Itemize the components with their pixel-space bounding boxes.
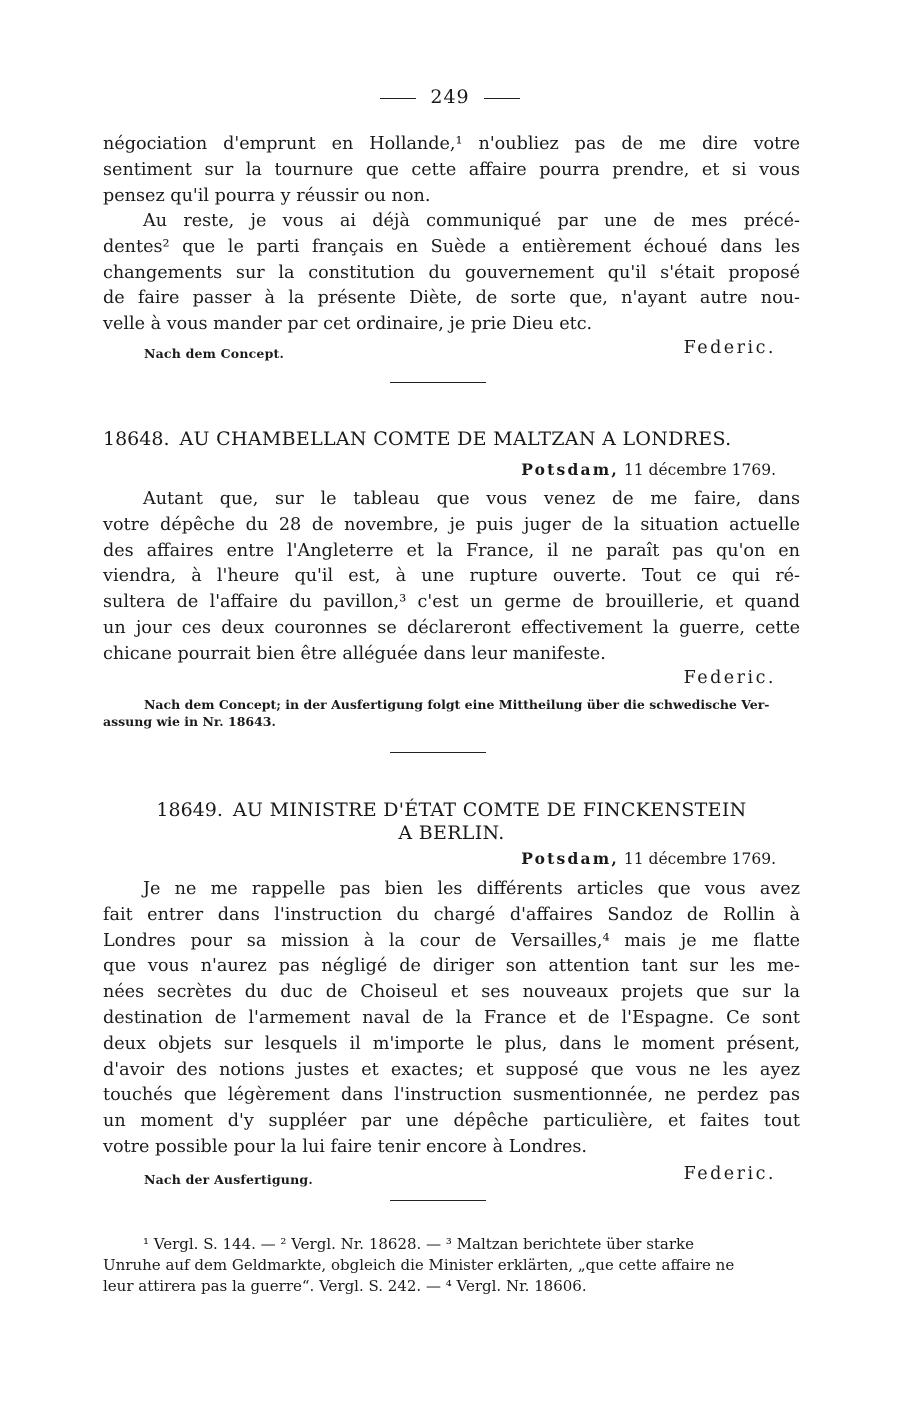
text-line: Au reste, je vous ai déjà communiqué par une de mes précé-	[143, 211, 800, 231]
text-line: votre possible pour la lui faire tenir encore à Londres.	[103, 1136, 588, 1157]
letter-place: Potsdam,	[521, 849, 619, 868]
text-line: deux objets sur lesquels il m'importe le plus, dans le moment présent,	[103, 1033, 800, 1054]
note-line: Nach dem Concept; in der Ausfertigung folgt eine Mittheilung über die schwedische Ver-	[144, 697, 770, 712]
source-note: Nach dem Concept.	[144, 346, 285, 361]
page-number	[0, 86, 900, 108]
footnote-line: Unruhe auf dem Geldmarkte, obgleich die Minister erklärten, „que cette affaire ne	[103, 1256, 735, 1274]
footnote-divider	[390, 1200, 486, 1201]
text-line: sentiment sur la tournure que cette affaire pourra prendre, et si vous	[103, 159, 800, 180]
editorial-note	[103, 696, 801, 730]
letter-dateline	[521, 460, 776, 479]
signature: Federic.	[683, 668, 776, 688]
letter-dateline	[521, 849, 776, 868]
text-line: un moment d'y suppléer par une dépêche particulière, et faites tout	[103, 1111, 800, 1132]
letter-recipient: AU MINISTRE D'ÉTAT COMTE DE FINCKENSTEIN	[232, 799, 747, 821]
text-line: Je ne me rappelle pas bien les différents articles que vous avez	[143, 879, 800, 899]
footnote-line: ¹ Vergl. S. 144. — ² Vergl. Nr. 18628. — ³ Maltzan berichtete über starke	[143, 1235, 695, 1253]
text-line: votre dépêche du 28 de novembre, je puis juger de la situation actuelle	[103, 514, 800, 535]
text-line: des affaires entre l'Angleterre et la France, il ne paraît pas qu'on en	[103, 540, 800, 561]
letter-body	[103, 487, 800, 668]
letter-recipient: AU CHAMBELLAN COMTE DE MALTZAN A LONDRES.	[179, 428, 732, 450]
letter-body	[103, 877, 800, 1161]
text-line: de faire passer à la présente Diète, de sorte que, n'ayant autre nou-	[103, 288, 800, 309]
text-line: un jour ces deux couronnes se déclareront effectivement la guerre, cette	[103, 617, 800, 638]
text-line: Londres pour sa mission à la cour de Versailles,⁴ mais je me flatte	[103, 930, 800, 951]
letter-date: 11 décembre 1769.	[623, 850, 776, 868]
footnotes	[103, 1234, 800, 1297]
letter-heading-line	[103, 799, 800, 821]
signature: Federic.	[683, 1164, 776, 1184]
source-note: Nach der Ausfertigung.	[144, 1172, 313, 1187]
text-line: sultera de l'affaire du pavillon,³ c'est un germe de brouillerie, et quand	[103, 592, 800, 613]
signature: Federic.	[683, 338, 776, 358]
letter-heading	[103, 428, 800, 450]
text-line: fait entrer dans l'instruction du chargé d'affaires Sandoz de Rollin à	[103, 904, 800, 925]
text-line: nées secrètes du duc de Choiseul et ses nouveaux projets que sur la	[103, 982, 800, 1003]
text-line: viendra, à l'heure qu'il est, à une rupture ouverte. Tout ce qui ré-	[103, 566, 800, 587]
text-line: chicane pourrait bien être alléguée dans leur manifeste.	[103, 643, 606, 664]
text-line: que vous n'aurez pas négligé de diriger son attention tant sur les me-	[103, 956, 800, 977]
letter-date: 11 décembre 1769.	[623, 461, 776, 479]
note-line: assung wie in Nr. 18643.	[103, 714, 276, 729]
text-line: d'avoir des notions justes et exactes; et supposé que vous ne les ayez	[103, 1059, 800, 1080]
letter-number: 18648.	[103, 428, 170, 450]
folio-dash-left	[380, 98, 416, 99]
folio-dash-right	[484, 98, 520, 99]
footnote-line: leur attirera pas la guerre“. Vergl. S. 242. — ⁴ Vergl. Nr. 18606.	[103, 1277, 587, 1295]
section-divider	[390, 382, 486, 383]
text-line: velle à vous mander par cet ordinaire, je prie Dieu etc.	[103, 314, 593, 335]
intro-paragraph	[103, 132, 800, 209]
text-line: dentes² que le parti français en Suède a entièrement échoué dans les	[103, 236, 800, 257]
text-line: négociation d'emprunt en Hollande,¹ n'oubliez pas de me dire votre	[103, 134, 800, 154]
text-line: destination de l'armement naval de la France et de l'Espagne. Ce sont	[103, 1007, 800, 1028]
letter-heading-line: A BERLIN.	[398, 822, 505, 844]
intro-paragraph-2	[103, 209, 800, 338]
text-line: pensez qu'il pourra y réussir ou non.	[103, 185, 431, 206]
letter-number: 18649.	[156, 799, 223, 821]
letter-place: Potsdam,	[521, 460, 619, 479]
letter-heading	[103, 799, 800, 844]
section-divider	[390, 752, 486, 753]
text-line: touchés que légèrement dans l'instruction susmentionnée, ne perdez pas	[103, 1085, 800, 1106]
page-number-text: 249	[430, 86, 470, 108]
text-line: Autant que, sur le tableau que vous venez de me faire, dans	[143, 489, 800, 509]
text-line: changements sur la constitution du gouvernement qu'il s'était proposé	[103, 262, 800, 283]
